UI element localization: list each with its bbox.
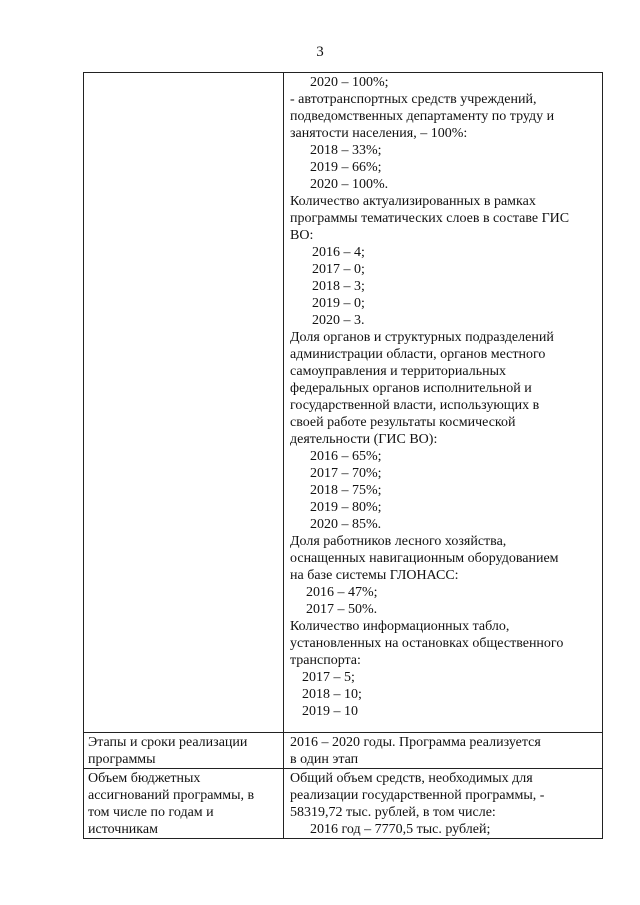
text-line: установленных на остановках общественного [290,636,564,651]
text-line: занятости населения, – 100%: [290,126,468,141]
text-line: программы тематических слоев в составе ГИС [290,211,570,226]
text-line: 2019 – 10 [302,704,358,719]
text-line: 2020 – 85%. [310,517,382,532]
stages-label-line: программы [88,752,156,767]
text-line: - автотранспортных средств учреждений, [290,92,537,107]
text-line: 2018 – 3; [312,279,365,294]
budget-value-line: 2016 год – 7770,5 тыс. рублей; [310,822,491,837]
text-line: Доля органов и структурных подразделений [290,330,554,345]
text-line: 2018 – 33%; [310,143,382,158]
text-line: 2020 – 3. [312,313,365,328]
text-line: ВО: [290,228,314,243]
stages-value-cell [284,733,603,769]
text-line: своей работе результаты космической [290,415,516,430]
budget-label-cell [84,769,284,839]
budget-label-line: источникам [88,822,158,837]
budget-value-cell [284,769,603,839]
stages-label-line: Этапы и сроки реализации [88,735,248,750]
text-line: 2017 – 5; [302,670,355,685]
text-line: на базе системы ГЛОНАСС: [290,568,459,583]
text-line: деятельности (ГИС ВО): [290,432,438,447]
budget-label-line: ассигнований программы, в [88,788,255,803]
program-passport-table [83,72,603,839]
text-line: оснащенных навигационным оборудованием [290,551,559,566]
budget-value-line: Общий объем средств, необходимых для [290,771,533,786]
text-line: 2016 – 65%; [310,449,382,464]
budget-value-line: реализации государственной программы, - [290,788,545,803]
text-line: 2018 – 10; [302,687,362,702]
stages-value-line: в один этап [290,752,359,767]
table-row-stages [84,733,603,769]
text-line: федеральных органов исполнительной и [290,381,532,396]
table-row-budget [84,769,603,839]
text-line: 2020 – 100%; [310,75,389,90]
text-line: 2016 – 47%; [306,585,378,600]
table-row-continuation [84,73,603,733]
text-line: 2017 – 0; [312,262,365,277]
text-line: 2018 – 75%; [310,483,382,498]
budget-label-line: Объем бюджетных [88,771,201,786]
empty-label-cell [84,73,284,733]
budget-value-line: 58319,72 тыс. рублей, в том числе: [290,805,496,820]
text-line: 2019 – 66%; [310,160,382,175]
text-line: 2017 – 50%. [306,602,378,617]
page-number: 3 [316,44,324,60]
indicators-text [284,73,602,720]
text-line: 2020 – 100%. [310,177,389,192]
text-line: 2019 – 0; [312,296,365,311]
text-line: транспорта: [290,653,361,668]
text-line: Количество информационных табло, [290,619,510,634]
budget-label-line: том числе по годам и [88,805,214,820]
indicators-cell [284,73,603,733]
text-line: государственной власти, использующих в [290,398,540,413]
stages-value-line: 2016 – 2020 годы. Программа реализуется [290,735,541,750]
text-line: подведомственных департаменту по труду и [290,109,555,124]
text-line: Доля работников лесного хозяйства, [290,534,507,549]
text-line: 2017 – 70%; [310,466,382,481]
text-line: самоуправления и территориальных [290,364,507,379]
text-line: администрации области, органов местного [290,347,546,362]
text-line: Количество актуализированных в рамках [290,194,536,209]
text-line: 2019 – 80%; [310,500,382,515]
text-line: 2016 – 4; [312,245,365,260]
stages-label-cell [84,733,284,769]
